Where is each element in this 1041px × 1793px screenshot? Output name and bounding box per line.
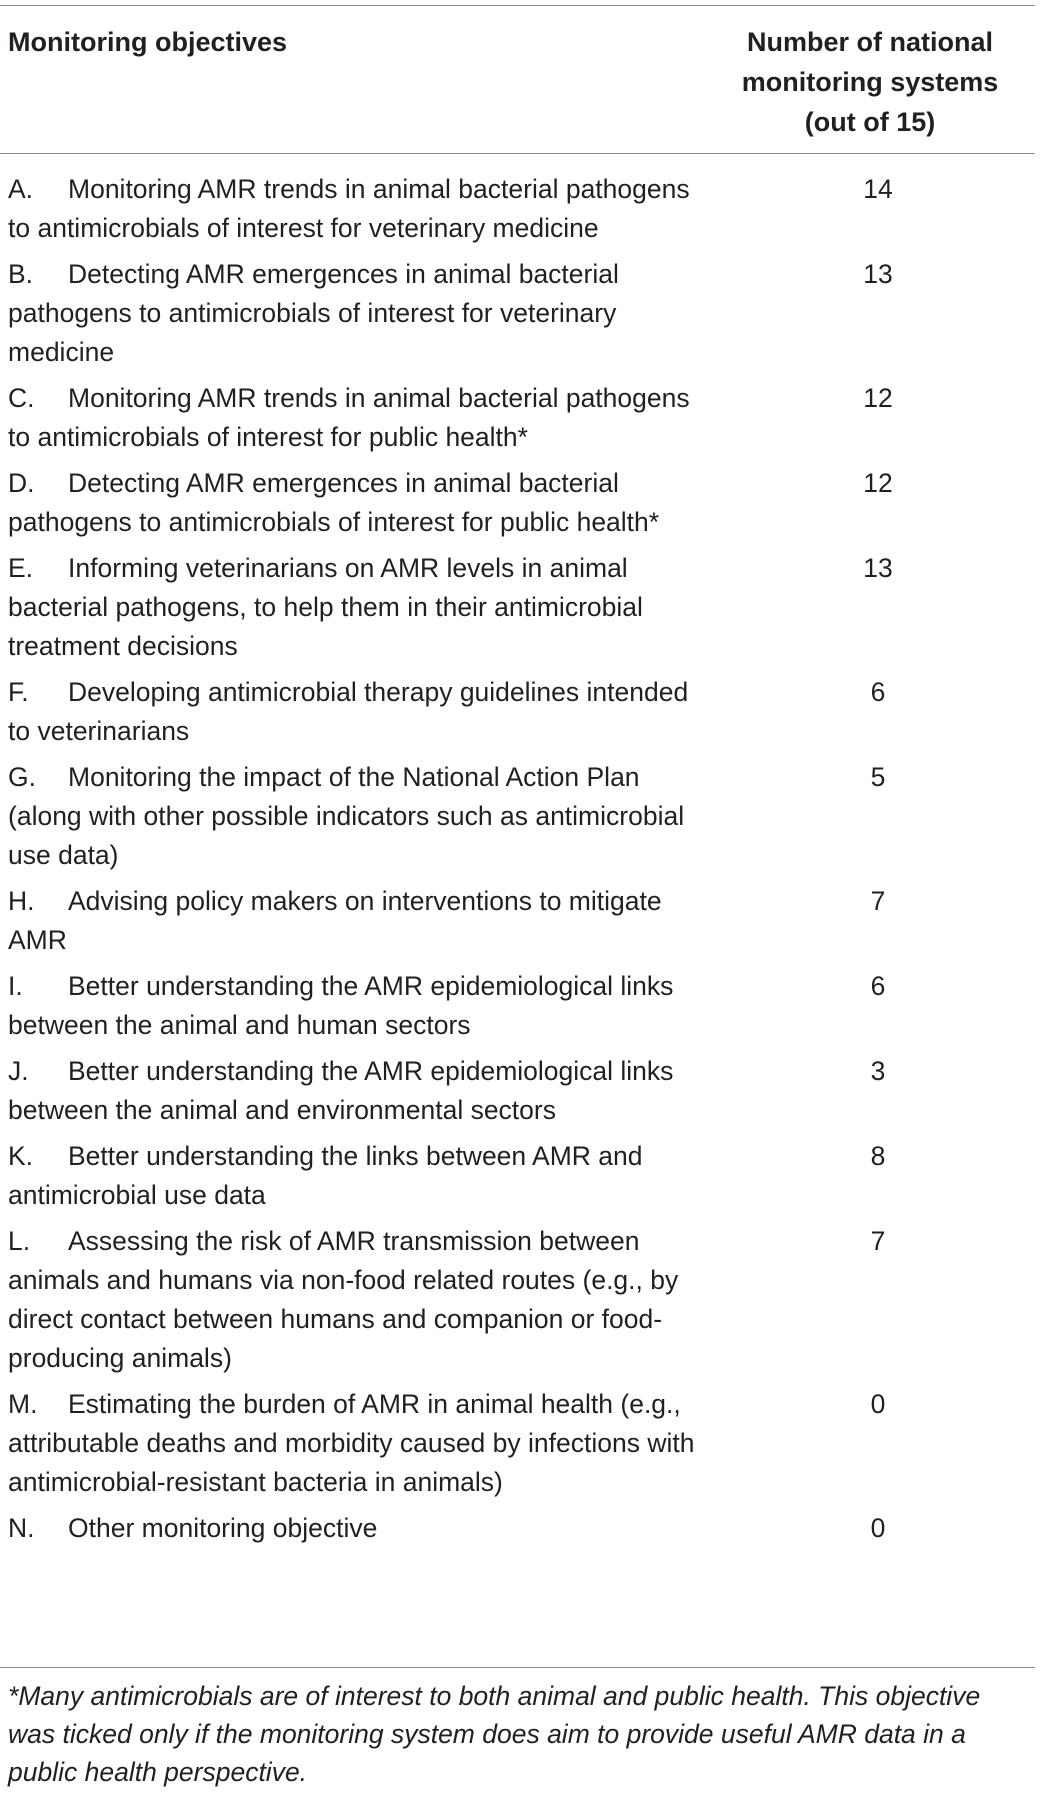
objective-text: Monitoring AMR trends in animal bacterial pathogens to antimicrobials of interest for veterinary medicine — [8, 174, 690, 243]
column-header-count-line2: monitoring systems — [741, 67, 999, 97]
objective-letter: F. — [8, 677, 29, 707]
objective-text: Better understanding the links between AMR and antimicrobial use data — [8, 1141, 643, 1210]
objective-letter: C. — [8, 383, 35, 413]
objective-cell — [0, 170, 713, 248]
count-cell: 8 — [870, 1141, 886, 1171]
objective-letter: N. — [8, 1513, 35, 1543]
table-row — [0, 379, 1035, 457]
table-footnote: *Many antimicrobials are of interest to both animal and public health. This objective was ticked only if the monitoring system does aim to provide useful AMR data in a public health perspective. — [8, 1681, 981, 1787]
top-rule — [0, 5, 1035, 6]
objective-cell — [0, 1052, 713, 1130]
objective-cell — [0, 1385, 713, 1502]
count-cell: 13 — [863, 553, 893, 583]
objective-text: Better understanding the AMR epidemiological links between the animal and environmental sectors — [8, 1056, 674, 1125]
objective-letter: J. — [8, 1056, 29, 1086]
objective-cell — [0, 379, 713, 457]
column-header-count-line1: Number of national — [746, 27, 993, 57]
objective-cell — [0, 967, 713, 1045]
objective-letter: A. — [8, 174, 34, 204]
objective-letter: E. — [8, 553, 34, 583]
objective-cell — [0, 1509, 713, 1548]
objective-letter: H. — [8, 886, 35, 916]
objective-cell — [0, 464, 713, 542]
objective-text: Advising policy makers on interventions to mitigate AMR — [8, 886, 662, 955]
count-cell: 12 — [863, 468, 893, 498]
objective-text: Detecting AMR emergences in animal bacterial pathogens to antimicrobials of interest for veterinary medicine — [8, 259, 619, 367]
table-row — [0, 1385, 1035, 1502]
objective-text: Developing antimicrobial therapy guidelines intended to veterinarians — [8, 677, 689, 746]
objective-cell — [0, 255, 713, 372]
count-cell: 6 — [870, 971, 886, 1001]
objective-letter: K. — [8, 1141, 34, 1171]
objective-text: Estimating the burden of AMR in animal health (e.g., attributable deaths and morbidity caused by infections with antimicrobial-resistant bacteria in animals) — [8, 1389, 695, 1497]
count-cell: 6 — [870, 677, 886, 707]
objective-letter: D. — [8, 468, 35, 498]
objective-cell — [0, 549, 713, 666]
table-row — [0, 1052, 1035, 1130]
table-row — [0, 1137, 1035, 1215]
objective-text: Detecting AMR emergences in animal bacterial pathogens to antimicrobials of interest for public health* — [8, 468, 660, 537]
table-row — [0, 967, 1035, 1045]
objective-text: Informing veterinarians on AMR levels in animal bacterial pathogens, to help them in their antimicrobial treatment decisions — [8, 553, 643, 661]
table-row — [0, 255, 1035, 372]
objective-letter: L. — [8, 1226, 31, 1256]
table-row — [0, 170, 1035, 248]
count-cell: 0 — [870, 1513, 886, 1543]
table-row — [0, 1509, 1035, 1548]
table-row — [0, 549, 1035, 666]
count-cell: 12 — [863, 383, 893, 413]
objective-letter: I. — [8, 971, 23, 1001]
objective-letter: B. — [8, 259, 34, 289]
objective-cell — [0, 673, 713, 751]
count-cell: 14 — [863, 174, 893, 204]
table-row — [0, 758, 1035, 875]
bottom-rule — [0, 1667, 1035, 1668]
objective-cell — [0, 758, 713, 875]
table-row — [0, 882, 1035, 960]
objective-text: Monitoring the impact of the National Action Plan (along with other possible indicators such as antimicrobial use data) — [8, 762, 685, 870]
count-cell: 7 — [870, 886, 886, 916]
objective-text: Assessing the risk of AMR transmission between animals and humans via non-food related routes (e.g., by direct contact between humans and companion or food-producing animals) — [8, 1226, 679, 1373]
objective-text: Other monitoring objective — [68, 1513, 378, 1543]
objective-text: Better understanding the AMR epidemiological links between the animal and human sectors — [8, 971, 674, 1040]
count-cell: 3 — [870, 1056, 886, 1086]
column-header-count — [715, 22, 1025, 142]
objective-letter: M. — [8, 1389, 38, 1419]
table-row — [0, 464, 1035, 542]
header-rule — [0, 153, 1035, 154]
table-body — [0, 170, 1035, 1555]
table-row — [0, 1222, 1035, 1378]
objective-cell — [0, 1137, 713, 1215]
column-header-objectives: Monitoring objectives — [8, 27, 288, 57]
objective-cell — [0, 1222, 713, 1378]
count-cell: 0 — [870, 1389, 886, 1419]
column-header-count-line3: (out of 15) — [804, 107, 936, 137]
objective-text: Monitoring AMR trends in animal bacterial pathogens to antimicrobials of interest for public health* — [8, 383, 690, 452]
objective-cell — [0, 882, 713, 960]
count-cell: 5 — [870, 762, 886, 792]
objective-letter: G. — [8, 762, 36, 792]
count-cell: 13 — [863, 259, 893, 289]
table-row — [0, 673, 1035, 751]
count-cell: 7 — [870, 1226, 886, 1256]
